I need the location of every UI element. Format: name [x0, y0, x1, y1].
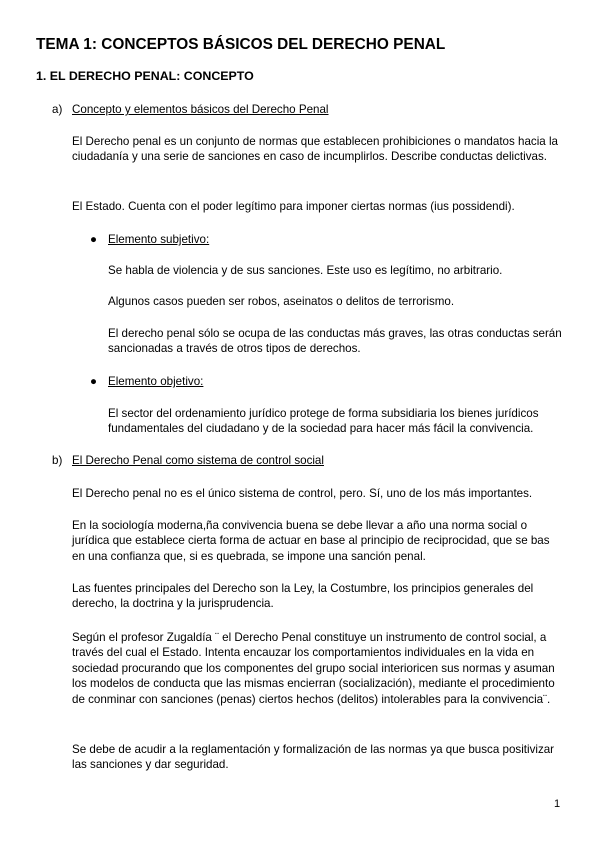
- subsection-b-paragraph-5: Se debe de acudir a la reglamentación y formalización de las normas ya que busca positivizar las sanciones y dar seguridad.: [72, 743, 555, 772]
- section-heading: 1. EL DERECHO PENAL: CONCEPTO: [36, 69, 254, 83]
- subsection-a-marker: a): [52, 103, 63, 116]
- subjetivo-paragraph-1: Se habla de violencia y de sus sanciones. Este uso es legítimo, no arbitrario.: [108, 264, 503, 277]
- page-number: 1: [554, 798, 561, 810]
- subsection-a-paragraph-2: El Estado. Cuenta con el poder legítimo para imponer ciertas normas (ius possidendi).: [72, 200, 515, 213]
- bullet-label-objetivo: Elemento objetivo:: [108, 375, 204, 388]
- subjetivo-paragraph-2: Algunos casos pueden ser robos, aseinatos o delitos de terrorismo.: [108, 295, 455, 308]
- subsection-a-title: Concepto y elementos básicos del Derecho Penal: [72, 103, 329, 116]
- subsection-b-paragraph-4: Según el profesor Zugaldía ¨ el Derecho Penal constituye un instrumento de control social, a través del cual el Estado. Intenta encauzar los comportamientos individuales en la vida en sociedad procurando que los componentes del grupo social interioricen sus normas y asuman los modelos de conducta que las mismas encierran (socialización), mediante el procedimiento de conminar con sanciones (penas) ciertos hechos (delitos) intolerables para la convivencia¨.: [72, 631, 555, 706]
- bullet-dot-icon: ●: [90, 233, 98, 246]
- subsection-b-paragraph-2: En la sociología moderna,ña convivencia buena se debe llevar a año una norma social o jurídica que establece cierta forma de actuar en base al principio de reciprocidad, que se bas en una confianza que, si es quebrada, se impone una sanción penal.: [72, 519, 550, 563]
- subsection-b-paragraph-1: El Derecho penal no es el único sistema de control, pero. Sí, uno de los más importantes.: [72, 487, 533, 500]
- subjetivo-paragraph-3: El derecho penal sólo se ocupa de las conductas más graves, las otras conductas serán sancionadas a través de otros tipos de derechos.: [108, 327, 562, 356]
- subsection-b-title: El Derecho Penal como sistema de control social: [72, 454, 324, 467]
- subsection-b-paragraph-3: Las fuentes principales del Derecho son la Ley, la Costumbre, los principios generales del derecho, la doctrina y la jurisprudencia.: [72, 582, 534, 611]
- bullet-label-subjetivo: Elemento subjetivo:: [108, 233, 210, 246]
- subsection-b-marker: b): [52, 454, 63, 467]
- subsection-a-paragraph-1: El Derecho penal es un conjunto de normas que establecen prohibiciones o mandatos hacia la ciudadanía y una serie de sanciones en caso de incumplirlos. Describe conductas delictivas.: [72, 135, 558, 164]
- document-title: TEMA 1: CONCEPTOS BÁSICOS DEL DERECHO PENAL: [36, 36, 446, 53]
- objetivo-paragraph-1: El sector del ordenamiento jurídico protege de forma subsidiaria los bienes jurídicos fundamentales del ciudadano y de la sociedad para hacer más fácil la convivencia.: [108, 407, 539, 436]
- bullet-dot-icon: ●: [90, 375, 98, 388]
